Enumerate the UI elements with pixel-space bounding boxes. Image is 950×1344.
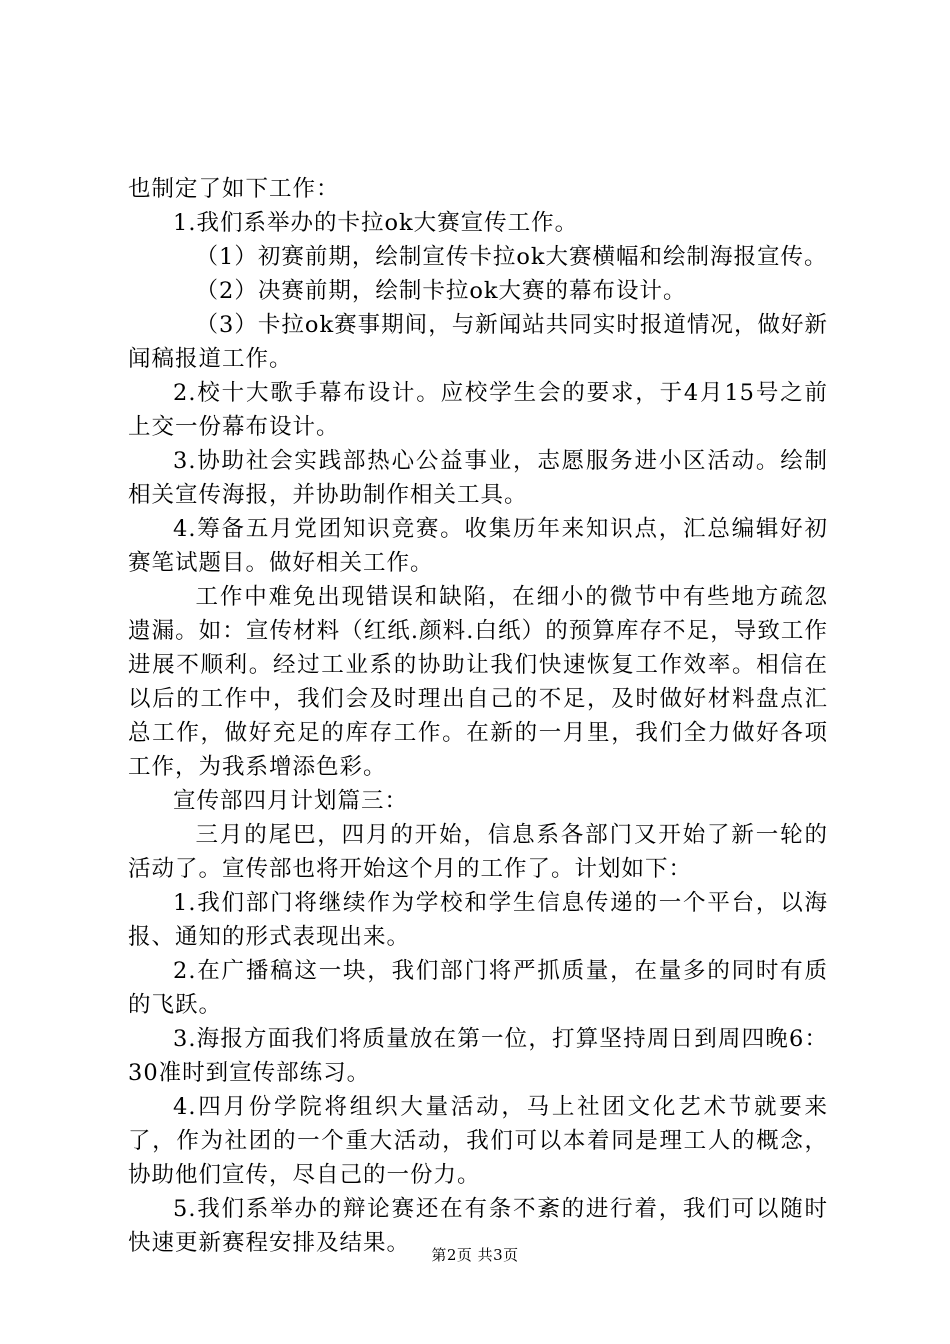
paragraph-intro: 也制定了如下工作： <box>128 176 340 202</box>
paragraph-item-3: 3.协助社会实践部热心公益事业，志愿服务进小区活动。绘制相关宣传海报，并协助制作相关工具。 <box>128 448 828 508</box>
paragraph-plan-3: 3.海报方面我们将质量放在第一位，打算坚持周日到周四晚6：30准时到宣传部练习。 <box>128 1026 828 1086</box>
section-heading: 宣传部四月计划篇三： <box>173 788 409 814</box>
paragraph-plan-1: 1.我们部门将继续作为学校和学生信息传递的一个平台，以海报、通知的形式表现出来。 <box>128 890 828 950</box>
paragraph-subitem-3: （3）卡拉ok赛事期间，与新闻站共同实时报道情况，做好新闻稿报道工作。 <box>128 312 828 372</box>
paragraph-plan-intro: 三月的尾巴，四月的开始，信息系各部门又开始了新一轮的活动了。宣传部也将开始这个月的工作了。计划如下： <box>128 822 828 882</box>
paragraph-subitem-2: （2）决赛前期，绘制卡拉ok大赛的幕布设计。 <box>195 278 687 304</box>
document-body <box>128 172 828 1260</box>
paragraph-subitem-1: （1）初赛前期，绘制宣传卡拉ok大赛横幅和绘制海报宣传。 <box>195 244 828 270</box>
paragraph-plan-5: 5.我们系举办的辩论赛还在有条不紊的进行着，我们可以随时快速更新赛程安排及结果。 <box>128 1196 828 1256</box>
page-footer: 第2页 共3页 <box>431 1246 519 1264</box>
paragraph-plan-4: 4.四月份学院将组织大量活动，马上社团文化艺术节就要来了，作为社团的一个重大活动，我们可以本着同是理工人的概念，协助他们宣传，尽自己的一份力。 <box>128 1094 828 1188</box>
paragraph-plan-2: 2.在广播稿这一块，我们部门将严抓质量，在量多的同时有质的飞跃。 <box>128 958 828 1018</box>
paragraph-item-2: 2.校十大歌手幕布设计。应校学生会的要求，于4月15号之前上交一份幕布设计。 <box>128 380 828 440</box>
paragraph-summary: 工作中难免出现错误和缺陷，在细小的微节中有些地方疏忽遗漏。如：宣传材料（红纸.颜料.白纸）的预算库存不足，导致工作进展不顺利。经过工业系的协助让我们快速恢复工作效率。相信在以后的工作中，我们会及时理出自己的不足，及时做好材料盘点汇总工作，做好充足的库存工作。在新的一月里，我们全力做好各项工作，为我系增添色彩。 <box>128 584 828 780</box>
paragraph-item-1: 1.我们系举办的卡拉ok大赛宣传工作。 <box>173 210 579 236</box>
paragraph-item-4: 4.筹备五月党团知识竞赛。收集历年来知识点，汇总编辑好初赛笔试题目。做好相关工作。 <box>128 516 828 576</box>
